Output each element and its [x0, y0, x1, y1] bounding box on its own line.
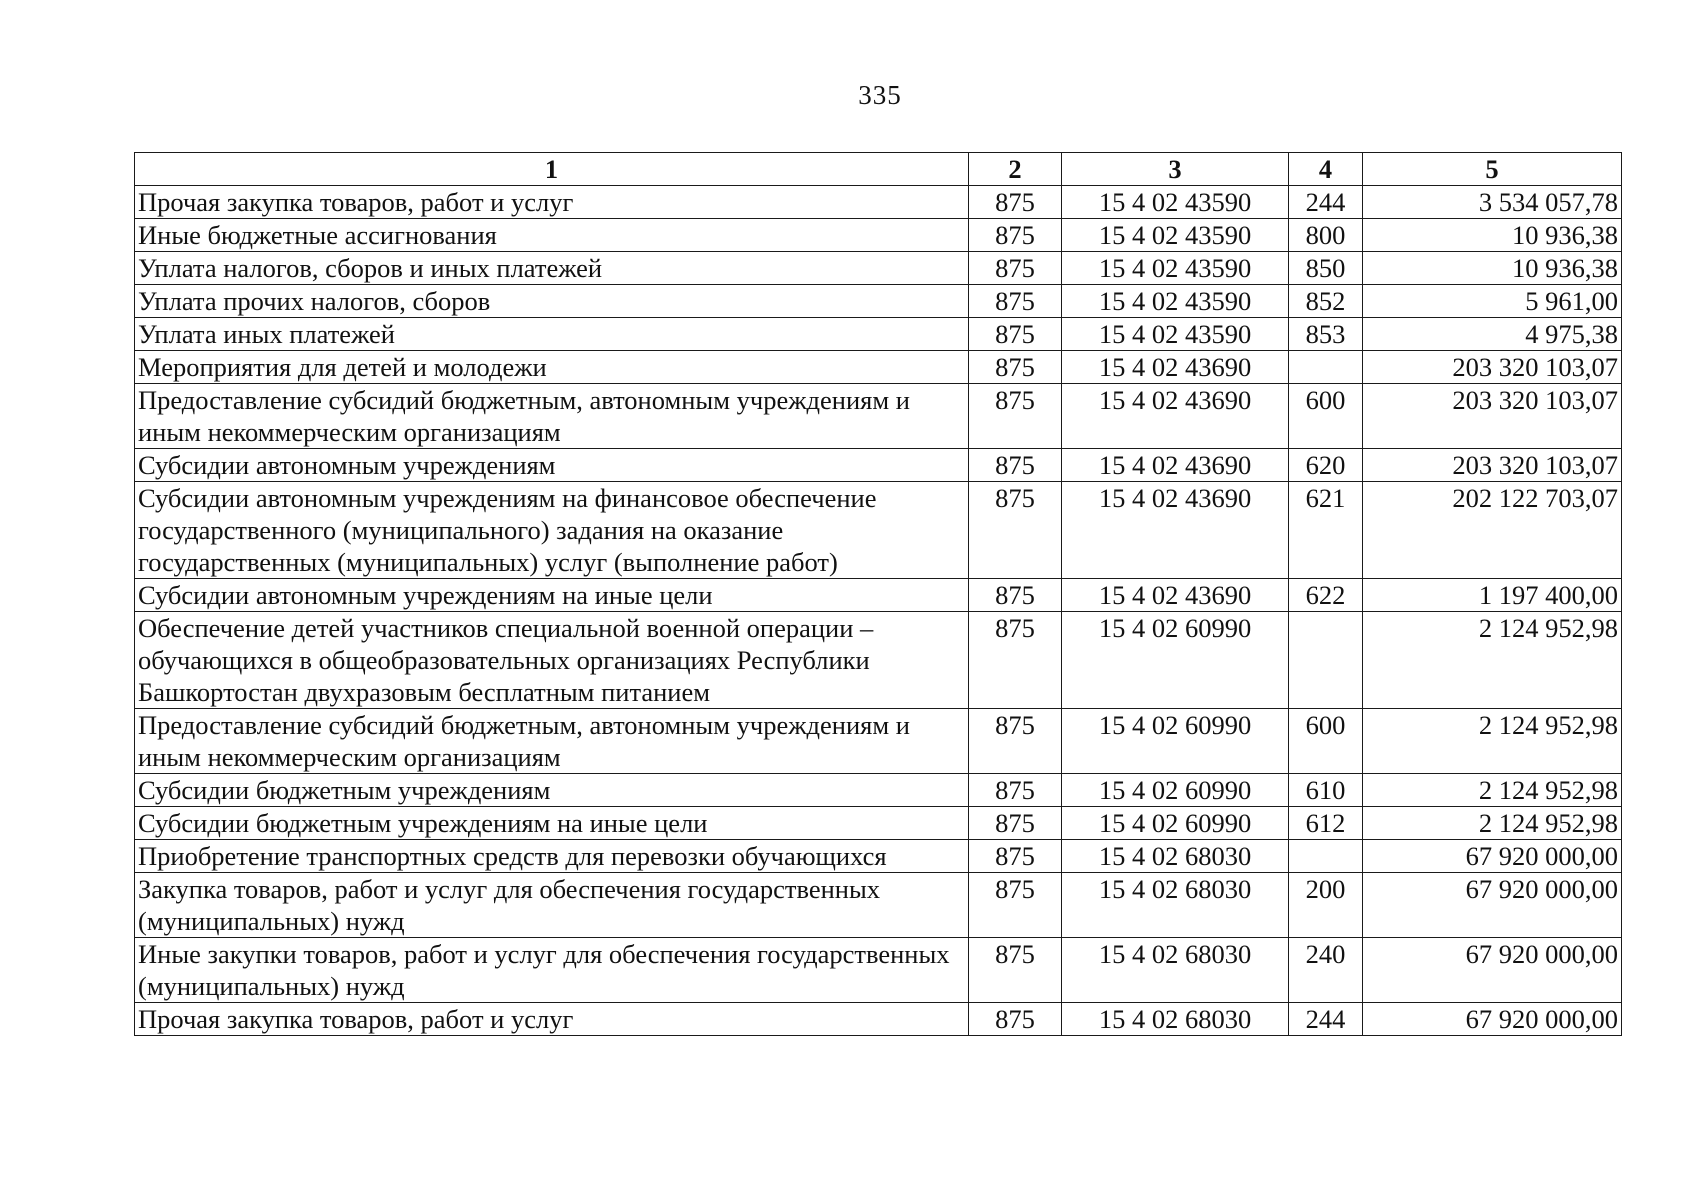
target-article-cell: 15 4 02 43690 — [1062, 579, 1289, 612]
expense-type-cell — [1289, 351, 1363, 384]
expense-type-cell — [1289, 612, 1363, 709]
expense-name-cell: Уплата иных платежей — [135, 318, 969, 351]
column-header-5: 5 — [1363, 153, 1622, 186]
table-row — [135, 482, 1622, 579]
target-article-cell: 15 4 02 60990 — [1062, 709, 1289, 774]
table-header-row — [135, 153, 1622, 186]
amount-cell: 2 124 952,98 — [1363, 774, 1622, 807]
admin-code-cell: 875 — [969, 285, 1062, 318]
target-article-cell: 15 4 02 68030 — [1062, 873, 1289, 938]
target-article-cell: 15 4 02 43690 — [1062, 449, 1289, 482]
amount-cell: 67 920 000,00 — [1363, 1003, 1622, 1036]
admin-code-cell: 875 — [969, 774, 1062, 807]
expense-type-cell: 612 — [1289, 807, 1363, 840]
expense-name-cell: Предоставление субсидий бюджетным, автономным учреждениям и иным некоммерческим организациям — [135, 384, 969, 449]
expense-type-cell: 621 — [1289, 482, 1363, 579]
target-article-cell: 15 4 02 68030 — [1062, 938, 1289, 1003]
expense-type-cell: 610 — [1289, 774, 1363, 807]
expense-type-cell: 622 — [1289, 579, 1363, 612]
expense-name-cell: Субсидии бюджетным учреждениям — [135, 774, 969, 807]
table-row — [135, 612, 1622, 709]
target-article-cell: 15 4 02 68030 — [1062, 1003, 1289, 1036]
expense-type-cell: 244 — [1289, 1003, 1363, 1036]
table-row — [135, 579, 1622, 612]
admin-code-cell: 875 — [969, 384, 1062, 449]
target-article-cell: 15 4 02 43690 — [1062, 482, 1289, 579]
table-row — [135, 449, 1622, 482]
admin-code-cell: 875 — [969, 186, 1062, 219]
expense-name-cell: Прочая закупка товаров, работ и услуг — [135, 1003, 969, 1036]
amount-cell: 1 197 400,00 — [1363, 579, 1622, 612]
expense-name-cell: Предоставление субсидий бюджетным, автономным учреждениям и иным некоммерческим организациям — [135, 709, 969, 774]
table-row — [135, 807, 1622, 840]
table-body — [135, 186, 1622, 1036]
amount-cell: 202 122 703,07 — [1363, 482, 1622, 579]
table-row — [135, 219, 1622, 252]
expense-type-cell: 850 — [1289, 252, 1363, 285]
admin-code-cell: 875 — [969, 938, 1062, 1003]
amount-cell: 3 534 057,78 — [1363, 186, 1622, 219]
expense-name-cell: Закупка товаров, работ и услуг для обеспечения государственных (муниципальных) нужд — [135, 873, 969, 938]
expense-type-cell: 800 — [1289, 219, 1363, 252]
amount-cell: 5 961,00 — [1363, 285, 1622, 318]
target-article-cell: 15 4 02 43590 — [1062, 219, 1289, 252]
table-row — [135, 709, 1622, 774]
table-row — [135, 318, 1622, 351]
expense-type-cell: 600 — [1289, 384, 1363, 449]
target-article-cell: 15 4 02 68030 — [1062, 840, 1289, 873]
admin-code-cell: 875 — [969, 709, 1062, 774]
column-header-2: 2 — [969, 153, 1062, 186]
target-article-cell: 15 4 02 60990 — [1062, 807, 1289, 840]
page-number: 335 — [858, 80, 902, 110]
expense-name-cell: Иные закупки товаров, работ и услуг для обеспечения государственных (муниципальных) нужд — [135, 938, 969, 1003]
expense-name-cell: Субсидии автономным учреждениям — [135, 449, 969, 482]
column-header-3: 3 — [1062, 153, 1289, 186]
expense-type-cell: 244 — [1289, 186, 1363, 219]
column-header-4: 4 — [1289, 153, 1363, 186]
amount-cell: 2 124 952,98 — [1363, 807, 1622, 840]
amount-cell: 67 920 000,00 — [1363, 938, 1622, 1003]
table-row — [135, 285, 1622, 318]
amount-cell: 4 975,38 — [1363, 318, 1622, 351]
expense-name-cell: Мероприятия для детей и молодежи — [135, 351, 969, 384]
amount-cell: 203 320 103,07 — [1363, 449, 1622, 482]
expense-type-cell: 600 — [1289, 709, 1363, 774]
admin-code-cell: 875 — [969, 219, 1062, 252]
expense-name-cell: Уплата прочих налогов, сборов — [135, 285, 969, 318]
amount-cell: 203 320 103,07 — [1363, 384, 1622, 449]
admin-code-cell: 875 — [969, 351, 1062, 384]
target-article-cell: 15 4 02 43590 — [1062, 318, 1289, 351]
admin-code-cell: 875 — [969, 840, 1062, 873]
table-row — [135, 873, 1622, 938]
table-row — [135, 840, 1622, 873]
expense-type-cell: 240 — [1289, 938, 1363, 1003]
budget-table — [134, 152, 1622, 1036]
expense-name-cell: Приобретение транспортных средств для перевозки обучающихся — [135, 840, 969, 873]
table-row — [135, 384, 1622, 449]
expense-name-cell: Прочая закупка товаров, работ и услуг — [135, 186, 969, 219]
table-row — [135, 252, 1622, 285]
admin-code-cell: 875 — [969, 318, 1062, 351]
expense-name-cell: Субсидии бюджетным учреждениям на иные цели — [135, 807, 969, 840]
target-article-cell: 15 4 02 60990 — [1062, 774, 1289, 807]
amount-cell: 67 920 000,00 — [1363, 873, 1622, 938]
expense-type-cell — [1289, 840, 1363, 873]
target-article-cell: 15 4 02 43590 — [1062, 186, 1289, 219]
table-row — [135, 774, 1622, 807]
expense-name-cell: Уплата налогов, сборов и иных платежей — [135, 252, 969, 285]
table-row — [135, 938, 1622, 1003]
admin-code-cell: 875 — [969, 807, 1062, 840]
admin-code-cell: 875 — [969, 873, 1062, 938]
expense-name-cell: Иные бюджетные ассигнования — [135, 219, 969, 252]
amount-cell: 67 920 000,00 — [1363, 840, 1622, 873]
expense-type-cell: 620 — [1289, 449, 1363, 482]
admin-code-cell: 875 — [969, 1003, 1062, 1036]
amount-cell: 2 124 952,98 — [1363, 709, 1622, 774]
target-article-cell: 15 4 02 43690 — [1062, 351, 1289, 384]
amount-cell: 203 320 103,07 — [1363, 351, 1622, 384]
table-row — [135, 351, 1622, 384]
expense-name-cell: Обеспечение детей участников специальной военной операции – обучающихся в общеобразовательных организациях Республики Башкортостан двухразовым бесплатным питанием — [135, 612, 969, 709]
amount-cell: 10 936,38 — [1363, 219, 1622, 252]
table-row — [135, 1003, 1622, 1036]
admin-code-cell: 875 — [969, 579, 1062, 612]
expense-type-cell: 200 — [1289, 873, 1363, 938]
admin-code-cell: 875 — [969, 482, 1062, 579]
amount-cell: 10 936,38 — [1363, 252, 1622, 285]
column-header-1: 1 — [135, 153, 969, 186]
expense-type-cell: 852 — [1289, 285, 1363, 318]
target-article-cell: 15 4 02 60990 — [1062, 612, 1289, 709]
admin-code-cell: 875 — [969, 252, 1062, 285]
table-row — [135, 186, 1622, 219]
amount-cell: 2 124 952,98 — [1363, 612, 1622, 709]
target-article-cell: 15 4 02 43690 — [1062, 384, 1289, 449]
admin-code-cell: 875 — [969, 449, 1062, 482]
expense-type-cell: 853 — [1289, 318, 1363, 351]
expense-name-cell: Субсидии автономным учреждениям на финансовое обеспечение государственного (муниципального) задания на оказание государственных (муниципальных) услуг (выполнение работ) — [135, 482, 969, 579]
target-article-cell: 15 4 02 43590 — [1062, 252, 1289, 285]
target-article-cell: 15 4 02 43590 — [1062, 285, 1289, 318]
expense-name-cell: Субсидии автономным учреждениям на иные цели — [135, 579, 969, 612]
admin-code-cell: 875 — [969, 612, 1062, 709]
